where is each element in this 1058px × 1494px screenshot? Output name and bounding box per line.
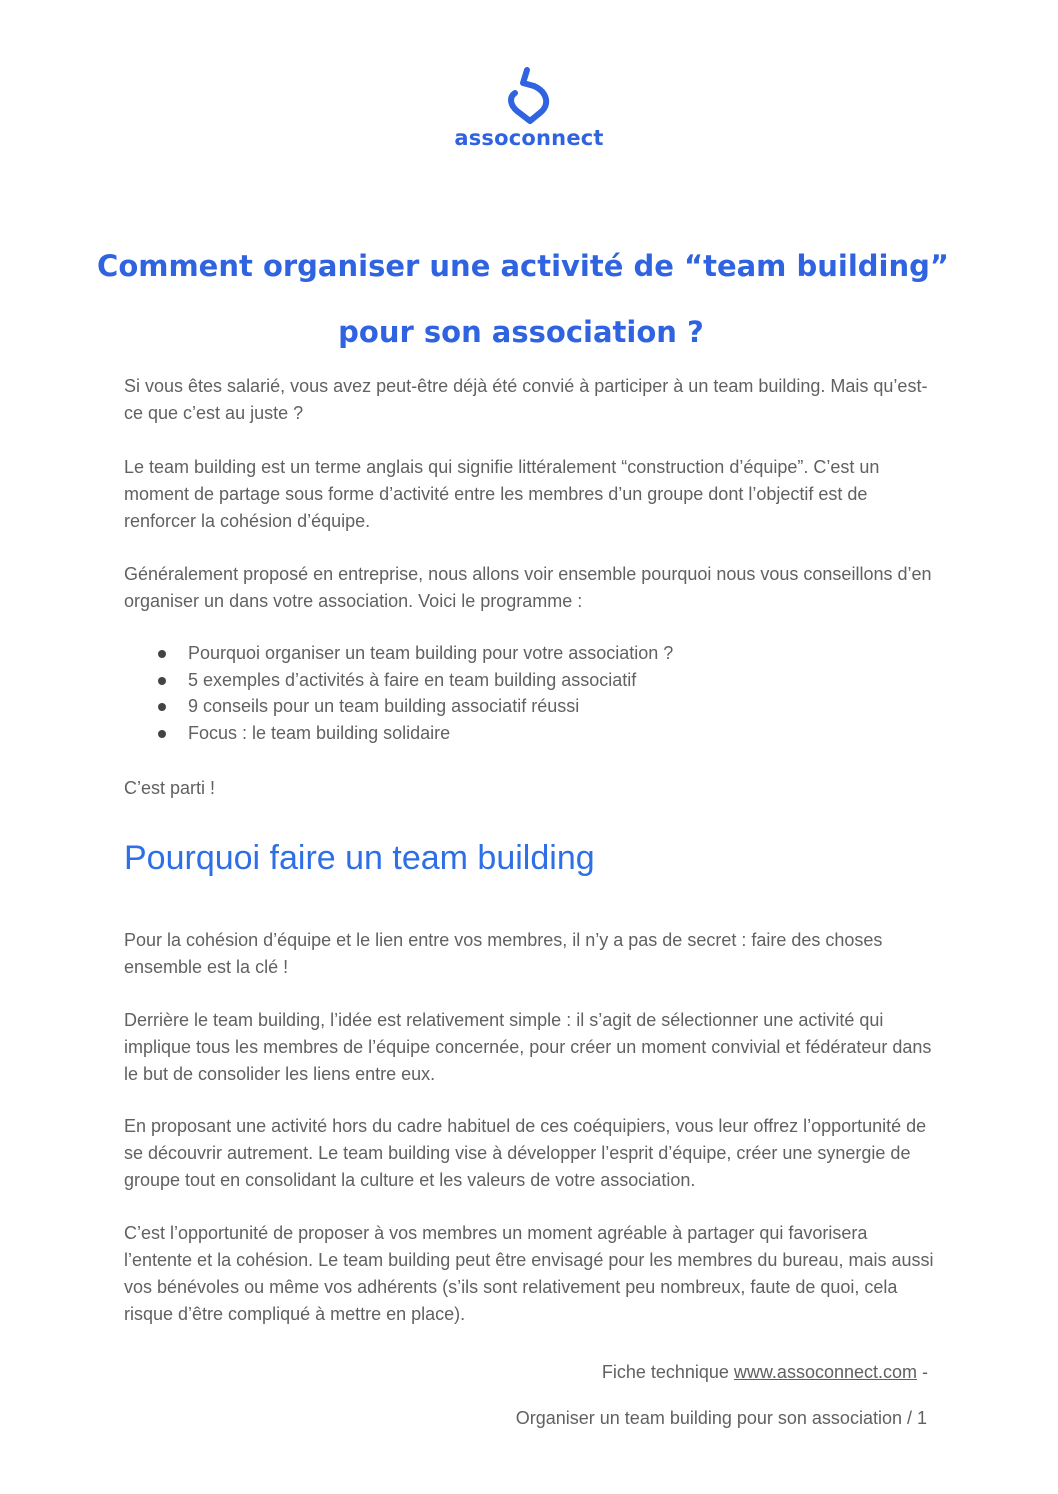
section-paragraph-4: C’est l’opportunité de proposer à vos membres un moment agréable à partager qui favorisera l’entente et la cohésion. Le team building peut être envisagé pour les membres du bureau, mais aussi vos bénévoles ou même vos adhérents (s’ils sont relativement peu nombreux, faute de quoi, cela risque d’être compliqué à mettre en place). [124,1223,934,1324]
bullet-icon [158,730,166,738]
list-item-text: 5 exemples d’activités à faire en team building associatif [188,669,637,690]
list-item [124,640,934,667]
list-item [124,667,934,694]
intro-paragraph-1: Si vous êtes salarié, vous avez peut-être déjà été convié à participer à un team building. Mais qu’est-ce que c’est au juste ? [124,376,928,423]
footer-line-2: Organiser un team building pour son association / 1 [515,1408,927,1428]
intro-paragraph-2: Le team building est un terme anglais qui signifie littéralement “construction d’équipe”. C’est un moment de partage sous forme d’activité entre les membres d’un groupe dont l’objectif est de renforcer la cohésion d’équipe. [124,457,880,531]
assoconnect-heart-arrow-icon [503,66,555,126]
programme-list [124,640,934,747]
list-item [124,693,934,720]
bullet-icon [158,677,166,685]
footer-line-1 [228,1360,928,1384]
section-heading: Pourquoi faire un team building [124,839,595,877]
brand-logo [0,66,1058,150]
website-link[interactable]: www.assoconnect.com [733,1362,917,1382]
footer-prefix: Fiche technique [601,1362,734,1382]
page-title-line-1: Comment organiser une activité de “team building” [97,249,949,283]
list-item-text: Focus : le team building solidaire [188,723,451,744]
cest-parti-text: C’est parti ! [124,778,216,798]
bullet-icon [158,650,166,658]
bullet-icon [158,703,166,711]
list-item-text: 9 conseils pour un team building associatif réussi [188,696,580,717]
list-item-text: Pourquoi organiser un team building pour votre association ? [188,643,674,663]
section-paragraph-2: Derrière le team building, l’idée est relativement simple : il s’agit de sélectionner une activité qui implique tous les membres de l’équipe concernée, pour créer un moment convivial et fédérateur dans le but de consolider les liens entre eux. [124,1010,932,1084]
page-title-line-2: pour son association ? [338,315,704,349]
section-paragraph-1: Pour la cohésion d’équipe et le lien entre vos membres, il n’y a pas de secret : faire des choses ensemble est la clé ! [124,930,883,977]
brand-wordmark: assoconnect [454,126,604,150]
list-item [124,720,934,747]
footer-suffix: - [917,1362,928,1382]
section-paragraph-3: En proposant une activité hors du cadre habituel de ces coéquipiers, vous leur offrez l’opportunité de se découvrir autrement. Le team building vise à développer l’esprit d’équipe, créer une synergie de groupe tout en consolidant la culture et les valeurs de votre association. [124,1116,927,1190]
intro-paragraph-3: Généralement proposé en entreprise, nous allons voir ensemble pourquoi nous vous conseillons d’en organiser un dans votre association. Voici le programme : [124,564,932,611]
